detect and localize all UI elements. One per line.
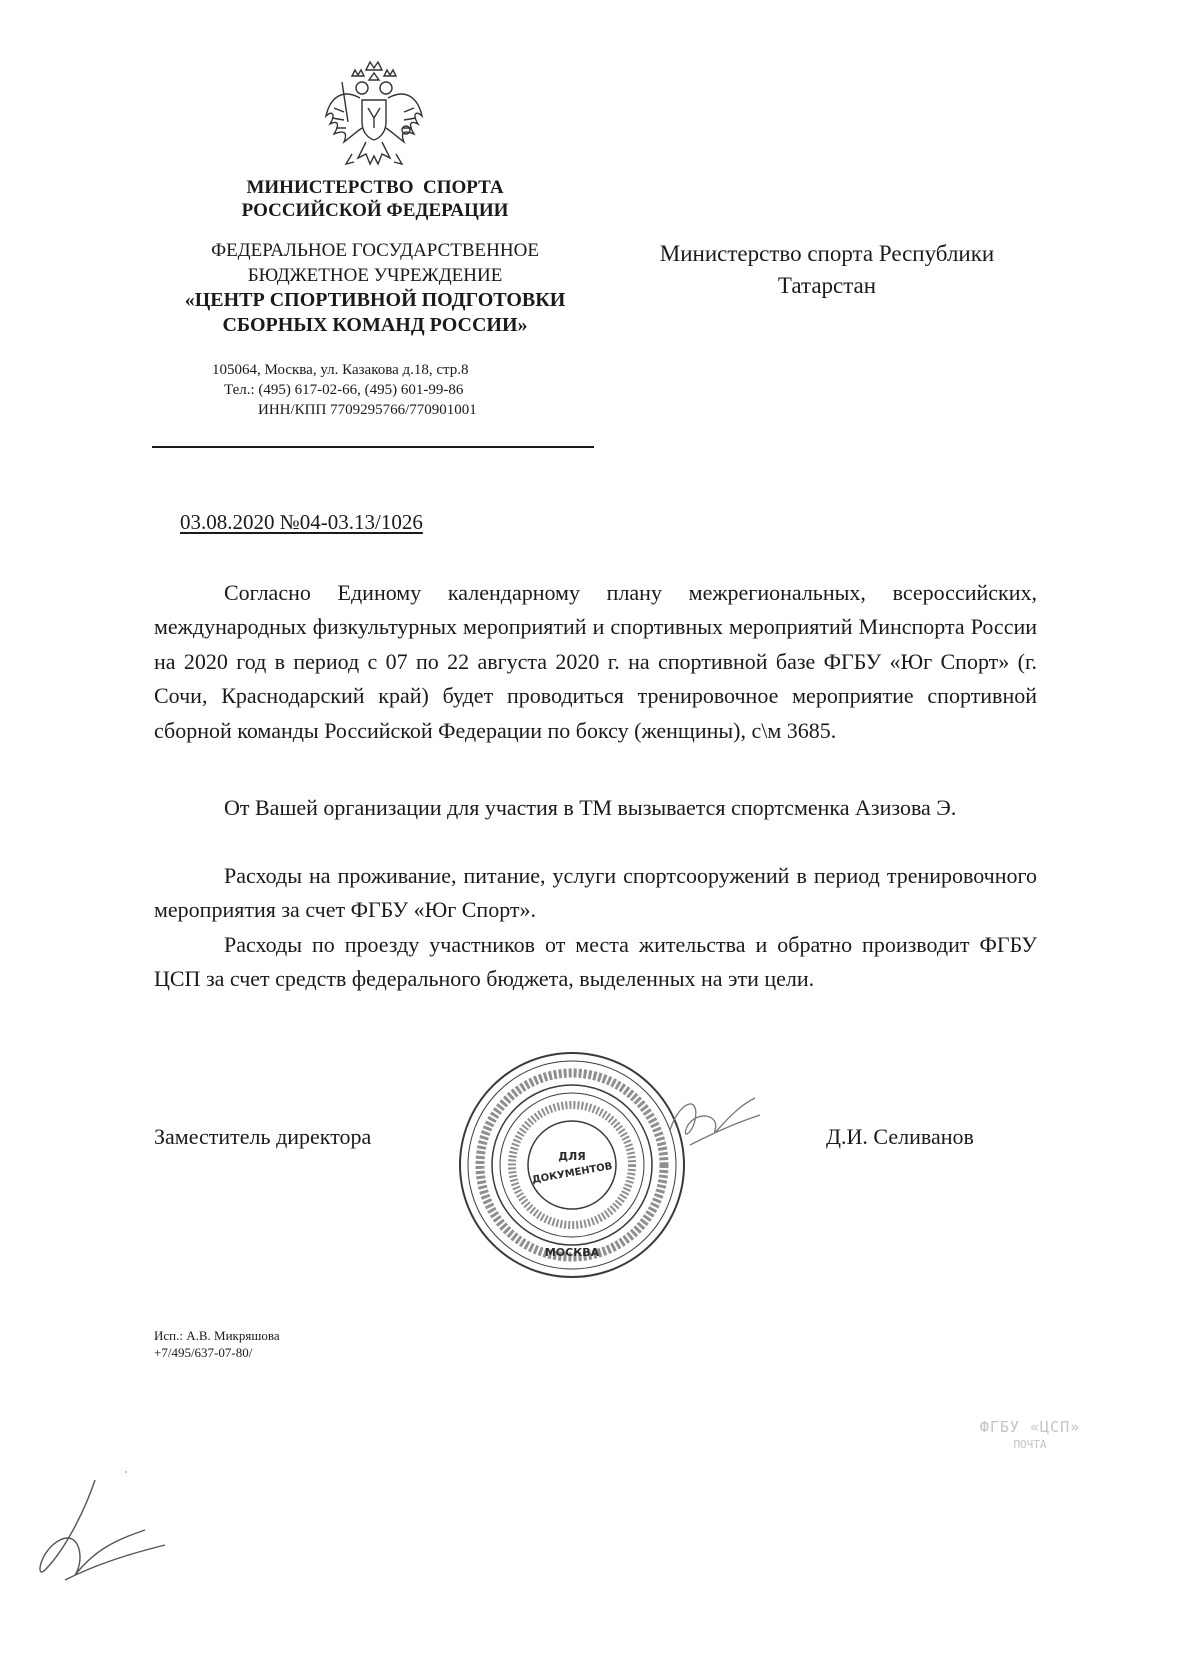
- signatory-name: Д.И. Селиванов: [826, 1124, 974, 1149]
- seal-center-line-2: ДОКУМЕНТОВ: [531, 1160, 614, 1186]
- address-line: 105064, Москва, ул. Казакова д.18, стр.8: [212, 362, 469, 378]
- institution-line-3: «ЦЕНТР СПОРТИВНОЙ ПОДГОТОВКИ: [184, 289, 566, 311]
- executor-name: Исп.: А.В. Микряшова: [154, 1328, 280, 1343]
- signatory-position: Заместитель директора: [154, 1124, 372, 1149]
- address-block: [150, 360, 600, 420]
- seal-center-line-1: ДЛЯ: [558, 1150, 586, 1163]
- seal-bottom-text: МОСКВА: [544, 1246, 600, 1259]
- executor-phone: +7/495/637-07-80/: [154, 1345, 253, 1360]
- ministry-line-2: РОССИЙСКОЙ ФЕДЕРАЦИИ: [241, 200, 509, 221]
- body-paragraph-1: Согласно Единому календарному плану межрегиональных, всероссийских, международных физкультурных мероприятий и спортивных мероприятий Минспорта России на 2020 год в период с 07 по 22 августа 2020 г. на спортивной базе ФГБУ «Юг Спорт» (г. Сочи, Краснодарский край) будет проводиться тренировочное мероприятие спортивной сборной команды Российской Федерации по боксу (женщины), с\м 3685.: [154, 580, 1037, 743]
- header-divider: [152, 446, 594, 448]
- mail-stamp-line-1: ФГБУ «ЦСП»: [979, 1418, 1081, 1436]
- round-seal-stamp: [455, 1048, 690, 1283]
- phone-line: Тел.: (495) 617-02-66, (495) 601-99-86: [224, 382, 464, 398]
- inn-line: ИНН/КПП 7709295766/770901001: [258, 402, 477, 418]
- ministry-line-1: МИНИСТЕРСТВО СПОРТА: [246, 177, 504, 198]
- corner-signature-icon: [25, 1470, 175, 1590]
- mail-registration-stamp: [960, 1418, 1100, 1478]
- registration-number: 03.08.2020 №04-03.13/1026: [180, 510, 423, 534]
- institution-line-4: СБОРНЫХ КОМАНД РОССИИ»: [222, 314, 528, 336]
- handwritten-signature-icon: [660, 1090, 765, 1160]
- body-paragraph-2: От Вашей организации для участия в ТМ вызывается спортсменка Азизова Э.: [224, 795, 957, 820]
- recipient-line-1: Министерство спорта Республики: [659, 241, 995, 266]
- mail-stamp-line-2: ПОЧТА: [1013, 1438, 1047, 1451]
- body-paragraph-4: Расходы по проезду участников от места жительства и обратно производит ФГБУ ЦСП за счет средств федерального бюджета, выделенных на эти цели.: [154, 932, 1037, 992]
- russian-coat-of-arms-icon: [322, 58, 426, 178]
- institution-line-1: ФЕДЕРАЛЬНОЕ ГОСУДАРСТВЕННОЕ: [211, 240, 539, 261]
- institution-name: [150, 238, 600, 338]
- institution-line-2: БЮДЖЕТНОЕ УЧРЕЖДЕНИЕ: [247, 265, 503, 286]
- ministry-name: [150, 176, 600, 222]
- recipient-line-2: Татарстан: [777, 273, 877, 298]
- recipient-block: [612, 238, 1042, 302]
- body-paragraph-3: Расходы на проживание, питание, услуги спортсооружений в период тренировочного мероприятия за счет ФГБУ «Юг Спорт».: [154, 863, 1037, 923]
- executor-block: [154, 1327, 280, 1361]
